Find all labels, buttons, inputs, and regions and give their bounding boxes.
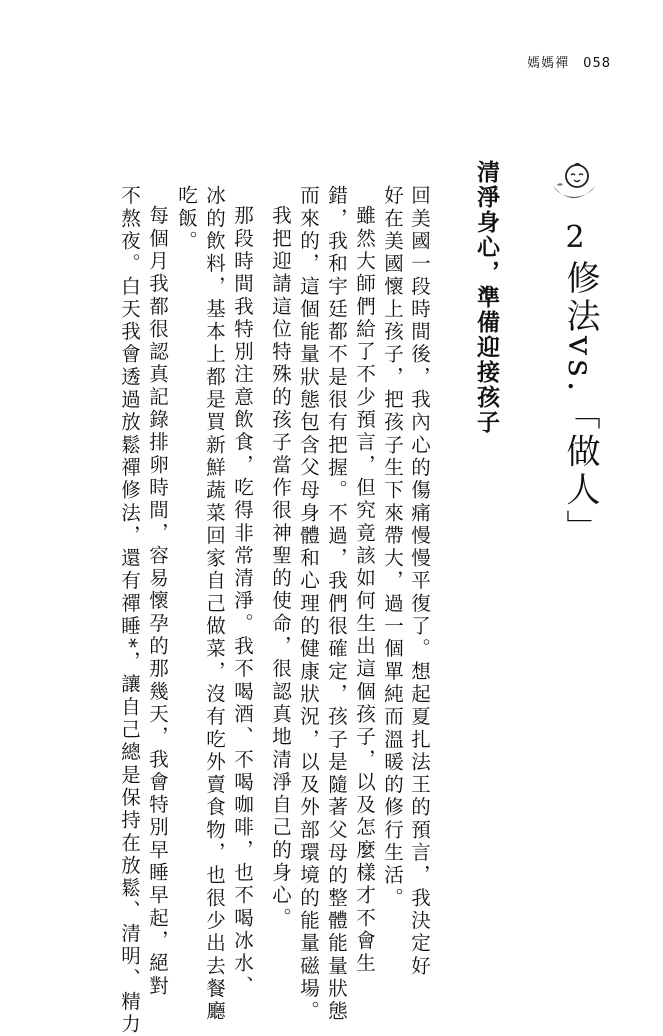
- body-line: 吃飯。: [175, 185, 198, 253]
- body-line: 每個月我都很認真記錄排卵時間，容易懷孕的那幾天，我會特別早睡早起，絕對: [146, 205, 169, 998]
- baby-icon: [549, 158, 599, 208]
- body-line: 不熬夜。白天我會透過放鬆禪修法，還有禪睡*，讓自己總是保持在放鬆、清明、精力: [118, 185, 141, 1036]
- section-title: 清淨身心，準備迎接孩子: [473, 160, 499, 435]
- chapter-number: 2: [565, 220, 585, 255]
- body-line: 回美國一段時間後，我內心的傷痛慢慢平復了。想起夏扎法王的預言，我決定好: [408, 185, 431, 978]
- page-number: 058: [583, 56, 611, 71]
- body-line: 雖然大師們給了不少預言，但究竟該如何生出這個孩子，以及怎麼樣才不會生: [353, 205, 376, 976]
- chapter-title: 修法vs.「做人」: [560, 260, 600, 548]
- body-line: 那段時間我特別注意飲食，吃得非常清淨。我不喝酒、不喝咖啡，也不喝冰水、: [231, 205, 254, 998]
- body-line: 冰的飲料，基本上都是買新鮮蔬菜回家自己做菜，沒有吃外賣食物，也很少出去餐廳: [203, 185, 226, 1024]
- body-line: 我把迎請這位特殊的孩子當作很神聖的使命，很認真地清淨自己的身心。: [269, 205, 292, 930]
- running-header: [527, 52, 611, 71]
- body-line: 而來的，這個能量狀態包含父母身體和心理的健康狀況，以及外部環境的能量磁場。: [297, 185, 320, 1024]
- body-line: 錯，我和宇廷都不是很有把握。不過，我們很確定，孩子是隨著父母的整體能量狀態: [325, 185, 348, 1024]
- body-line: 好在美國懷上孩子，把孩子生下來帶大，過一個單純而溫暖的修行生活。: [381, 185, 404, 910]
- book-title: 媽媽禪: [527, 56, 570, 71]
